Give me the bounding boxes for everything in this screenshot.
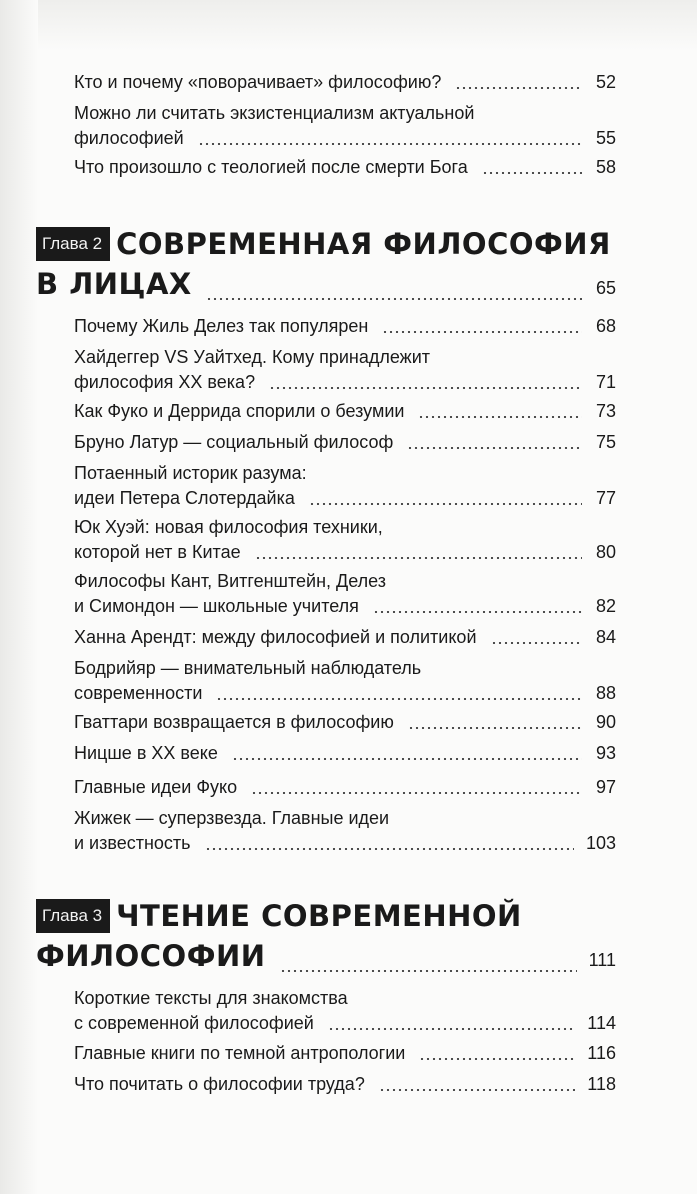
page-number: 118 (587, 1074, 616, 1094)
dot-leader (491, 642, 583, 644)
dot-leader (482, 172, 582, 174)
entry-title: Хайдеггер VS Уайтхед. Кому принадлежит (74, 347, 431, 367)
dot-leader (408, 727, 582, 729)
page-number: 73 (595, 401, 616, 421)
entry-title: Философы Кант, Витгенштейн, Делез (74, 571, 386, 591)
dot-leader (379, 1089, 575, 1091)
toc-entry (74, 569, 616, 619)
toc-entry (74, 155, 616, 180)
chapter-badge: Глава 2 (36, 227, 110, 261)
entry-title: Короткие тексты для знакомства (74, 988, 348, 1008)
page-number: 75 (595, 432, 616, 452)
entry-title: которой нет в Китае (74, 542, 241, 562)
page-number: 55 (595, 128, 616, 148)
toc-entry (74, 986, 616, 1036)
chapter-title: ЧТЕНИЕ СОВРЕМЕННОЙ (116, 899, 522, 933)
toc-entry (74, 1072, 616, 1097)
page-number: 65 (595, 278, 616, 298)
dot-leader (280, 970, 577, 972)
chapter-heading (36, 224, 616, 308)
toc-entry (74, 806, 616, 856)
entry-title: современности (74, 683, 203, 703)
page-number: 84 (595, 627, 616, 647)
entry-title: Кто и почему «поворачивает» философию? (74, 72, 442, 92)
entry-title: философия XX века? (74, 372, 256, 392)
entry-title: с современной философией (74, 1013, 314, 1033)
page-number: 77 (595, 488, 616, 508)
dot-leader (419, 1058, 575, 1060)
dot-leader (382, 331, 582, 333)
toc-entry (74, 741, 616, 766)
chapter-heading (36, 896, 616, 980)
toc-entry (74, 775, 616, 800)
dot-leader (232, 758, 582, 760)
dot-leader (309, 503, 582, 505)
dot-leader (407, 447, 582, 449)
page-number: 93 (595, 743, 616, 763)
toc-entry (74, 399, 616, 424)
page-number: 103 (585, 833, 616, 853)
entry-title: Что произошло с теологией после смерти Бога (74, 157, 468, 177)
toc-entry (74, 314, 616, 339)
entry-title: Бодрийяр — внимательный наблюдатель (74, 658, 422, 678)
dot-leader (255, 557, 582, 559)
chapter-title: ФИЛОСОФИИ (36, 939, 266, 973)
chapter-title: В ЛИЦАХ (36, 267, 192, 301)
dot-leader (251, 792, 582, 794)
chapter-title: СОВРЕМЕННАЯ ФИЛОСОФИЯ (116, 227, 611, 261)
toc-entry (74, 430, 616, 455)
entry-title: философией (74, 128, 184, 148)
toc-entry (74, 625, 616, 650)
entry-title: Гваттари возвращается в философию (74, 712, 394, 732)
entry-title: Ницше в XX веке (74, 743, 218, 763)
page-number: 114 (587, 1013, 616, 1033)
page-number: 82 (595, 596, 616, 616)
toc-entry (74, 656, 616, 706)
toc-entry (74, 1041, 616, 1066)
entry-title: Юк Хуэй: новая философия техники, (74, 517, 383, 537)
dot-leader (206, 298, 582, 300)
entry-title: Ханна Арендт: между философией и политикой (74, 627, 477, 647)
dot-leader (216, 698, 582, 700)
dot-leader (328, 1028, 575, 1030)
dot-leader (455, 87, 582, 89)
page-number: 116 (587, 1043, 616, 1063)
entry-title: и известность (74, 833, 191, 853)
toc-entry (74, 461, 616, 511)
toc-entry (74, 70, 616, 95)
entry-title: Главные идеи Фуко (74, 777, 238, 797)
toc-entry (74, 710, 616, 735)
page-number: 97 (595, 777, 616, 797)
toc-entry (74, 515, 616, 565)
entry-title: Можно ли считать экзистенциализм актуальной (74, 103, 475, 123)
entry-title: идеи Петера Слотердайка (74, 488, 295, 508)
entry-title: Жижек — суперзвезда. Главные идеи (74, 808, 390, 828)
page-number: 88 (595, 683, 616, 703)
entry-title: Главные книги по темной антропологии (74, 1043, 406, 1063)
entry-title: Бруно Латур — социальный философ (74, 432, 394, 452)
entry-title: Что почитать о философии труда? (74, 1074, 365, 1094)
page-number: 68 (595, 316, 616, 336)
toc-entry (74, 345, 616, 395)
dot-leader (198, 143, 582, 145)
page-number: 80 (595, 542, 616, 562)
entry-title: Потаенный историк разума: (74, 463, 307, 483)
page-number: 90 (595, 712, 616, 732)
entry-title: Как Фуко и Деррида спорили о безумии (74, 401, 405, 421)
entry-title: и Симондон — школьные учителя (74, 596, 359, 616)
dot-leader (205, 848, 574, 850)
page-number: 52 (595, 72, 616, 92)
page-number: 111 (588, 950, 616, 970)
dot-leader (373, 611, 582, 613)
toc-entry (74, 101, 616, 151)
page-number: 58 (595, 157, 616, 177)
chapter-badge: Глава 3 (36, 899, 110, 933)
page-number: 71 (595, 372, 616, 392)
dot-leader (269, 387, 582, 389)
entry-title: Почему Жиль Делез так популярен (74, 316, 369, 336)
dot-leader (418, 416, 582, 418)
